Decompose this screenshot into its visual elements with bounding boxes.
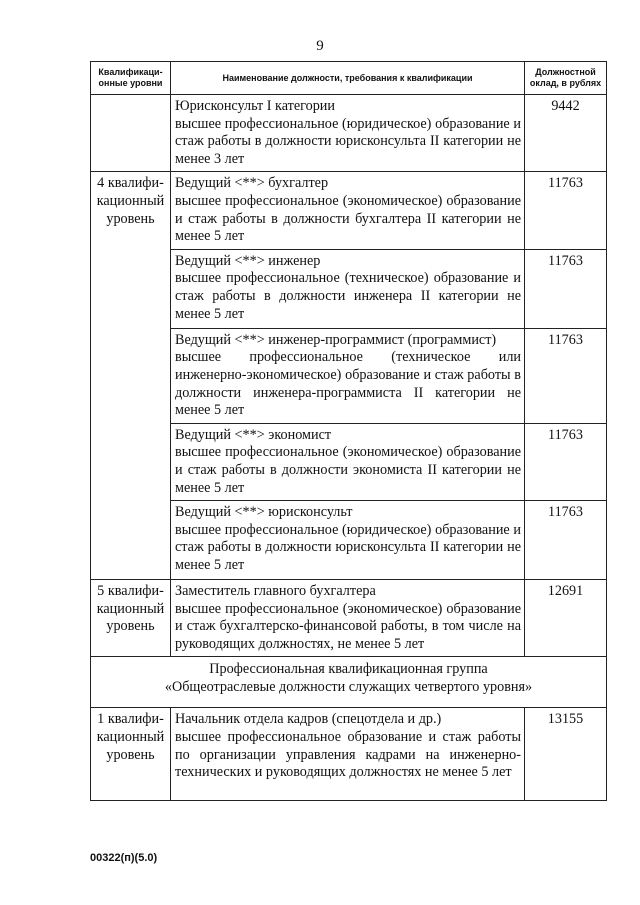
salary-cell: 11763 xyxy=(525,172,607,249)
position-requirements: высшее профессиональное (экономическое) образование и стаж бухгалтерско-финансовой работы, в том числе на руководящих должностях, не менее 5 лет xyxy=(175,600,521,652)
position-title: Ведущий <**> юрисконсульт xyxy=(175,504,353,521)
header-name: Наименование должности, требования к квалификации xyxy=(171,62,525,95)
level-cell: 1 квалифи- кационный уровень xyxy=(91,708,171,801)
position-requirements: высшее профессиональное (техническое) образование и стаж работы в должности инженера II категории не менее 5 лет xyxy=(175,270,521,322)
salary-cell: 9442 xyxy=(525,95,607,172)
group-heading xyxy=(91,657,607,708)
level-cell: 5 квалифи- кационный уровень xyxy=(91,580,171,657)
qualification-table xyxy=(90,61,607,801)
header-salary: Должностной оклад, в рублях xyxy=(525,62,607,95)
table-header-row xyxy=(91,62,607,95)
position-title: Ведущий <**> инженер xyxy=(175,252,321,269)
table-row xyxy=(91,580,607,657)
position-cell xyxy=(171,249,525,328)
position-title: Юрисконсульт I категории xyxy=(175,98,335,114)
position-title: Ведущий <**> бухгалтер xyxy=(175,175,329,192)
salary-cell: 11763 xyxy=(525,249,607,328)
group-heading-line: Профессиональная квалификационная группа xyxy=(209,661,488,678)
table-row xyxy=(91,172,607,249)
position-title: Заместитель главного бухгалтера xyxy=(175,583,376,600)
position-cell xyxy=(171,328,525,423)
position-cell xyxy=(171,580,525,657)
group-heading-line: «Общеотраслевые должности служащих четвертого уровня» xyxy=(164,679,533,696)
table-row xyxy=(91,95,607,172)
position-requirements: высшее профессиональное (экономическое) образование и стаж работы в должности экономиста II категории не менее 5 лет xyxy=(175,444,521,496)
salary-cell: 11763 xyxy=(525,501,607,580)
header-level: Квалификаци- онные уровни xyxy=(91,62,171,95)
table-row xyxy=(91,708,607,801)
salary-cell: 11763 xyxy=(525,423,607,500)
position-requirements: высшее профессиональное образование и стаж работы по организации управления кадрами на инженерно-технических и руководящих должностях не менее 5 лет xyxy=(175,729,521,781)
position-title: Ведущий <**> экономист xyxy=(175,426,332,443)
position-requirements: высшее профессиональное (юридическое) образование и стаж работы в должности юрисконсульта II категории не менее 3 лет xyxy=(175,115,521,167)
position-cell xyxy=(171,423,525,500)
salary-cell: 13155 xyxy=(525,708,607,801)
position-cell xyxy=(171,708,525,801)
document-code: 00322(п)(5.0) xyxy=(90,852,158,864)
position-requirements: высшее профессиональное (юридическое) образование и стаж работы в должности юрисконсульта II категории не менее 5 лет xyxy=(175,521,521,573)
position-title: Ведущий <**> инженер-программист (программист) xyxy=(175,331,497,348)
position-requirements: высшее профессиональное (техническое или инженерно-экономическое) образование и стаж работы в должности инженера-программиста II категории не менее 5 лет xyxy=(175,349,521,419)
page-number: 9 xyxy=(316,38,324,54)
level-cell: 4 квалифи- кационный уровень xyxy=(91,172,171,580)
salary-cell: 11763 xyxy=(525,328,607,423)
group-heading-row xyxy=(91,657,607,708)
position-cell xyxy=(171,172,525,249)
position-requirements: высшее профессиональное (экономическое) образование и стаж работы в должности бухгалтера II категории не менее 5 лет xyxy=(175,192,521,245)
level-cell xyxy=(91,95,171,172)
position-title: Начальник отдела кадров (спецотдела и др.) xyxy=(175,711,442,728)
position-cell xyxy=(171,95,525,172)
position-cell xyxy=(171,501,525,580)
salary-cell: 12691 xyxy=(525,580,607,657)
